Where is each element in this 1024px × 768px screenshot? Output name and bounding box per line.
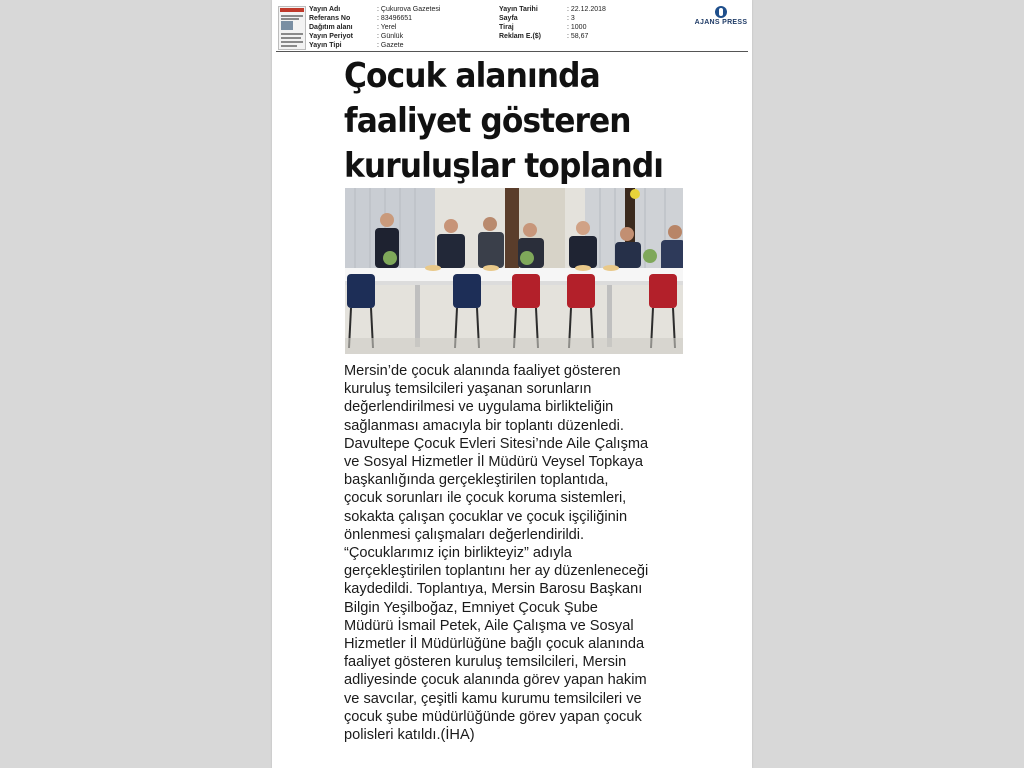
header-divider <box>276 51 748 52</box>
headline-line: kuruluşlar toplandı <box>344 146 664 186</box>
info-row: Yayın Tarihi : 22.12.2018 <box>499 6 606 13</box>
info-row: Yayın Tipi : Gazete <box>309 42 404 49</box>
article-body <box>344 362 684 744</box>
body-line: “Çocuklarımız için birlikteyiz” adıyla <box>344 545 572 562</box>
body-line: değerlendirilmesi ve uygulama birlikteliğin <box>344 399 614 416</box>
body-line: önlenmesi çalışmaları değerlendirildi. <box>344 526 585 543</box>
body-line: çocuk şube müdürlüğünde görev yapan çocuk <box>344 708 642 725</box>
info-row: Referans No : 83496651 <box>309 15 413 22</box>
headline-line: faaliyet gösteren <box>344 101 631 141</box>
body-line: Davultepe Çocuk Evleri Sitesi’nde Aile Çalışma <box>344 435 649 452</box>
ajans-press-logo-icon <box>715 6 727 18</box>
info-row: Dağıtım alanı : Yerel <box>309 24 397 31</box>
body-line: sokakta çalışan çocuklar ve çocuk işçiliğinin <box>344 508 628 525</box>
info-row: Tiraj : 1000 <box>499 24 587 31</box>
body-line: faaliyet gösteren kuruluş temsilcileri, Mersin <box>344 654 627 671</box>
body-line: Bilgin Yeşilboğaz, Emniyet Çocuk Şube <box>344 599 598 616</box>
meeting-photo-illustration <box>345 188 683 354</box>
body-line: çocuk sorunları ile çocuk koruma sistemleri, <box>344 490 627 507</box>
body-line: sağlanması amacıyla bir toplantı düzenledi. <box>344 417 624 434</box>
body-line: adliyesinde çocuk alanında görev yapan hakim <box>344 672 647 689</box>
body-line: ve savcılar, çeşitli kamu kurumu temsilcileri ve <box>344 690 642 707</box>
info-row: Sayfa : 3 <box>499 15 575 22</box>
clipping-page <box>272 0 752 768</box>
body-line: kaydedildi. Toplantıya, Mersin Barosu Başkanı <box>344 581 643 598</box>
body-line: başkanlığında gerçekleştirilen toplantıda, <box>344 472 609 489</box>
body-line: polisleri katıldı.(İHA) <box>344 727 475 744</box>
logo-text: AJANS PRESS <box>694 19 748 26</box>
body-line: gerçekleştirilen toplantını her ay düzenleneceği <box>344 563 649 580</box>
info-row: Yayın Adı : Çukurova Gazetesi <box>309 6 441 13</box>
publication-info-left <box>309 5 440 50</box>
body-line: Hizmetler İl Müdürlüğüne bağlı çocuk alanında <box>344 636 645 653</box>
headline-line: Çocuk alanında <box>344 56 600 96</box>
article-photo <box>345 188 683 354</box>
article-headline <box>344 54 675 189</box>
ajans-press-logo <box>694 6 748 26</box>
body-line: kuruluş temsilcileri yaşanan sorunların <box>344 381 592 398</box>
info-row: Reklam E.($) : 58,67 <box>499 33 589 40</box>
body-line: Mersin’de çocuk alanında faaliyet gösteren <box>344 363 621 379</box>
publication-info-right <box>499 5 606 41</box>
info-row: Yayın Periyot : Günlük <box>309 33 404 40</box>
newspaper-thumbnail[interactable] <box>278 6 306 50</box>
body-line: Müdürü İsmail Petek, Aile Çalışma ve Sosyal <box>344 617 634 634</box>
body-line: ve Sosyal Hizmetler İl Müdürü Veysel Topkaya <box>344 454 644 471</box>
